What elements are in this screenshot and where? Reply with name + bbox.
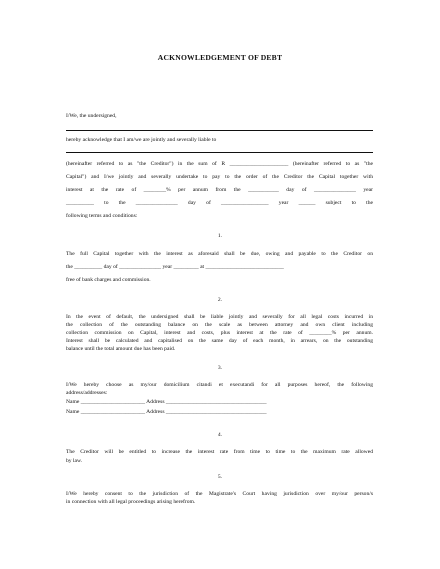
section-2-number: 2. <box>217 297 223 303</box>
section-3-number: 3. <box>217 365 223 371</box>
section-2-line-5: balance until the total amount due has been paid. <box>66 346 176 352</box>
section-3-line-1: I/We hereby choose as my/our domicilium citandi et executandi for all purposes hereof, the following <box>66 382 373 388</box>
intro-undersigned: I/We, the undersigned, <box>66 113 117 119</box>
intro-line-4: __________ to the _______________ day of _________________ year ______ subject to the <box>66 200 373 206</box>
intro-line-1: (hereinafter referred to as "the Creditor") in the sum of R _____________________ (hereinafter referred to as "the <box>66 161 373 167</box>
intro-line-3: interest at the rate of ________% per annum from the ___________ day of _______________ year <box>66 187 373 193</box>
section-1-line-2: the __________ day of _______________ year _________ at ____________________________ <box>66 264 284 270</box>
creditor-name-line[interactable] <box>66 130 373 131</box>
section-5-number: 5. <box>217 474 223 480</box>
section-5-line-1: I/We hereby consent to the jurisdiction of the Magistrate's Court having jurisdiction over my/our person/s <box>66 491 373 497</box>
creditor-address-line[interactable] <box>66 152 373 153</box>
section-2-line-4: Interest shall be calculated and capitalised on the same day of each month, in arrears, on the outstanding <box>66 338 373 344</box>
section-1-line-3: free of bank charges and commission. <box>66 277 151 283</box>
section-3-line-2: address/addresses: <box>66 390 108 396</box>
section-2-line-3: collection commission on Capital, interest and costs, plus interest at the rate of ________% per annum. <box>66 330 373 336</box>
intro-line-5: following terms and conditions: <box>66 213 138 219</box>
section-4-line-2: by law. <box>66 458 83 464</box>
section-1-line-1: The full Capital together with the interest as aforesaid shall be due, owing and payable to the Creditor on <box>66 251 373 257</box>
intro-acknowledge: hereby acknowledge that I am/we are jointly and severally liable to <box>66 137 217 143</box>
section-3-name-row-2[interactable]: Name _______________________ Address ____________________________________ <box>66 409 267 415</box>
section-3-name-row-1[interactable]: Name _______________________ Address ____________________________________ <box>66 399 267 405</box>
intro-line-2: Capital") and I/we jointly and severally undertake to pay to the order of the Creditor the Capital together with <box>66 174 373 180</box>
section-4-line-1: The Creditor will be entitled to increase the interest rate from time to time to the maximum rate allowed <box>66 449 373 455</box>
section-2-line-1: In the event of default, the undersigned shall be liable jointly and severally for all legal costs incurred in <box>66 314 373 320</box>
document-title: ACKNOWLEDGEMENT OF DEBT <box>157 53 283 62</box>
section-2-line-2: the collection of the outstanding balance on the scale as between attorney and own client including <box>66 322 373 328</box>
section-5-line-2: in connection with all legal proceedings arising herefrom. <box>66 499 196 505</box>
section-1-number: 1. <box>217 233 223 239</box>
section-4-number: 4. <box>217 432 223 438</box>
